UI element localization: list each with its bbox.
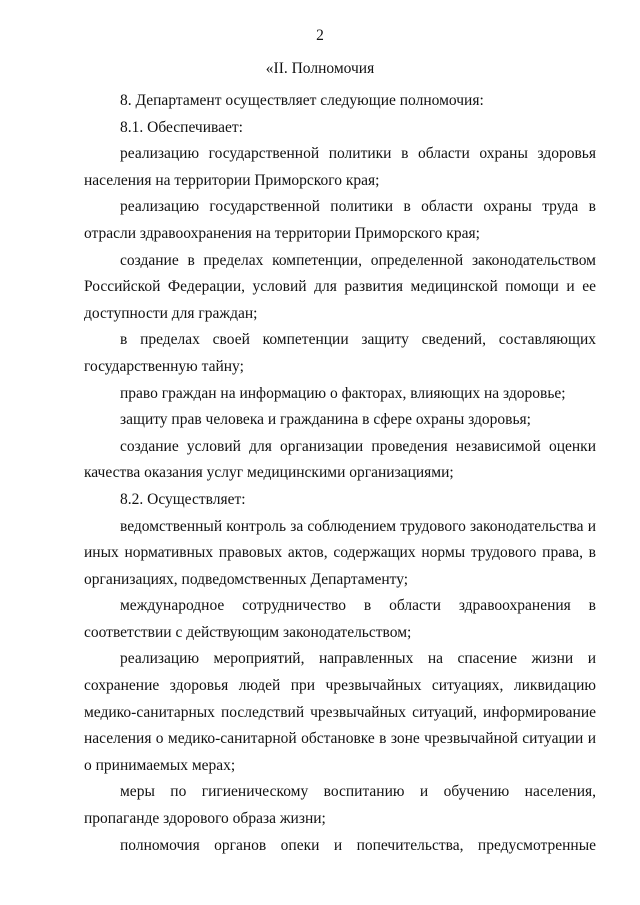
paragraph-emergency-measures: реализацию мероприятий, направленных на спасение жизни и сохранение здоровья людей при чрезвычайных ситуациях, ликвидацию медико-санитарных последствий чрезвычайных ситуаций, информирование населения о медико-санитарной обстановке в зоне чрезвычайной ситуации и о принимаемых мерах;: [84, 650, 596, 774]
paragraph-8-2-heading: 8.2. Осуществляет:: [120, 490, 246, 508]
paragraph-right-to-information: право граждан на информацию о факторах, влияющих на здоровье;: [120, 384, 566, 402]
document-body: [84, 88, 596, 859]
paragraph-health-policy: реализацию государственной политики в области охраны здоровья населения на территории Приморского края;: [84, 145, 596, 189]
paragraph-labor-control: ведомственный контроль за соблюдением трудового законодательства и иных нормативных правовых актов, содержащих нормы трудового права, в организациях, подведомственных Департаменту;: [84, 517, 596, 588]
paragraph-state-secret: в пределах своей компетенции защиту сведений, составляющих государственную тайну;: [84, 331, 596, 375]
paragraph-hygiene-education: меры по гигиеническому воспитанию и обучению населения, пропаганде здорового образа жизни;: [84, 783, 596, 828]
paragraph-8-1-heading: 8.1. Обеспечивает:: [120, 118, 243, 136]
paragraph-powers-intro: 8. Департамент осуществляет следующие полномочия:: [120, 92, 484, 109]
paragraph-medical-care-conditions: создание в пределах компетенции, определенной законодательством Российской Федерации, условий для развития медицинской помощи и ее доступности для граждан;: [84, 251, 596, 322]
paragraph-quality-assessment: создание условий для организации проведения независимой оценки качества оказания услуг медицинскими организациями;: [84, 437, 596, 482]
paragraph-international-cooperation: международное сотрудничество в области здравоохранения в соответствии с действующим законодательством;: [84, 597, 596, 641]
paragraph-labor-policy: реализацию государственной политики в области охраны труда в отрасли здравоохранения на территории Приморского края;: [84, 198, 596, 242]
section-title: «II. Полномочия: [265, 60, 375, 77]
paragraph-human-rights: защиту прав человека и гражданина в сфере охраны здоровья;: [120, 411, 531, 429]
paragraph-guardianship: полномочия органов опеки и попечительства, предусмотренные: [120, 836, 596, 854]
page-number: 2: [316, 27, 324, 44]
